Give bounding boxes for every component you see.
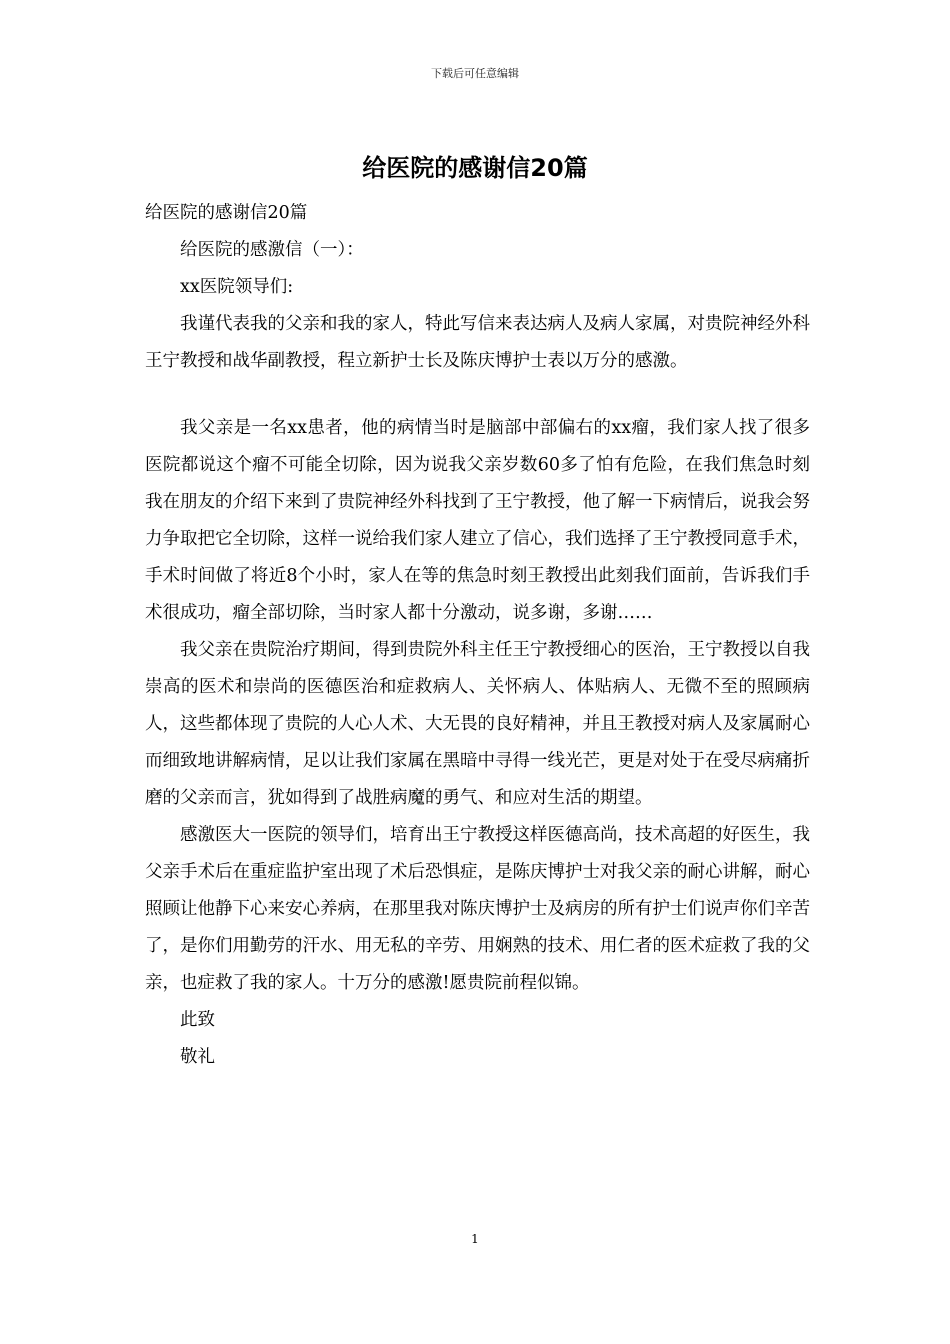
salutation: xx医院领导们:	[180, 277, 294, 297]
closing-line-1: 此致	[180, 1010, 215, 1030]
header-note: 下载后可任意编辑	[431, 67, 519, 80]
paragraph-3: 我父亲在贵院治疗期间，得到贵院外科主任王宁教授细心的医治，王宁教授以自我崇高的医术和崇尚的医德医治和症救病人、关怀病人、体贴病人、无微不至的照顾病人，这些都体现了贵院的人心人术、大无畏的良好精神，并且王教授对病人及家属耐心而细致地讲解病情，足以让我们家属在黑暗中寻得一线光芒，更是对处于在受尽病痛折磨的父亲而言，犹如得到了战胜病魔的勇气、和应对生活的期望。	[145, 640, 810, 808]
document-title: 给医院的感谢信20篇	[362, 154, 588, 182]
document-body	[145, 195, 810, 1076]
paragraph-gap	[145, 380, 810, 410]
letter-heading: 给医院的感激信（一）：	[180, 240, 364, 260]
paragraph-2: 我父亲是一名xx患者，他的病情当时是脑部中部偏右的xx瘤，我们家人找了很多医院都说这个瘤不可能全切除，因为说我父亲岁数60多了怕有危险，在我们焦急时刻我在朋友的介绍下来到了贵院神经外科找到了王宁教授，他了解一下病情后，说我会努力争取把它全切除，这样一说给我们家人建立了信心，我们选择了王宁教授同意手术，手术时间做了将近8个小时，家人在等的焦急时刻王教授出此刻我们面前，告诉我们手术很成功，瘤全部切除，当时家人都十分激动，说多谢，多谢……	[145, 418, 810, 623]
subtitle: 给医院的感谢信20篇	[145, 203, 308, 223]
closing-line-2: 敬礼	[180, 1047, 215, 1067]
paragraph-1: 我谨代表我的父亲和我的家人，特此写信来表达病人及病人家属，对贵院神经外科王宁教授和战华副教授，程立新护士长及陈庆博护士表以万分的感激。	[145, 314, 810, 371]
paragraph-4: 感激医大一医院的领导们，培育出王宁教授这样医德高尚，技术高超的好医生，我父亲手术后在重症监护室出现了术后恐惧症，是陈庆博护士对我父亲的耐心讲解，耐心照顾让他静下心来安心养病，在那里我对陈庆博护士及病房的所有护士们说声你们辛苦了，是你们用勤劳的汗水、用无私的辛劳、用娴熟的技术、用仁者的医术症救了我的父亲，也症救了我的家人。十万分的感激!愿贵院前程似锦。	[145, 825, 810, 993]
page-number: 1	[471, 1232, 479, 1246]
